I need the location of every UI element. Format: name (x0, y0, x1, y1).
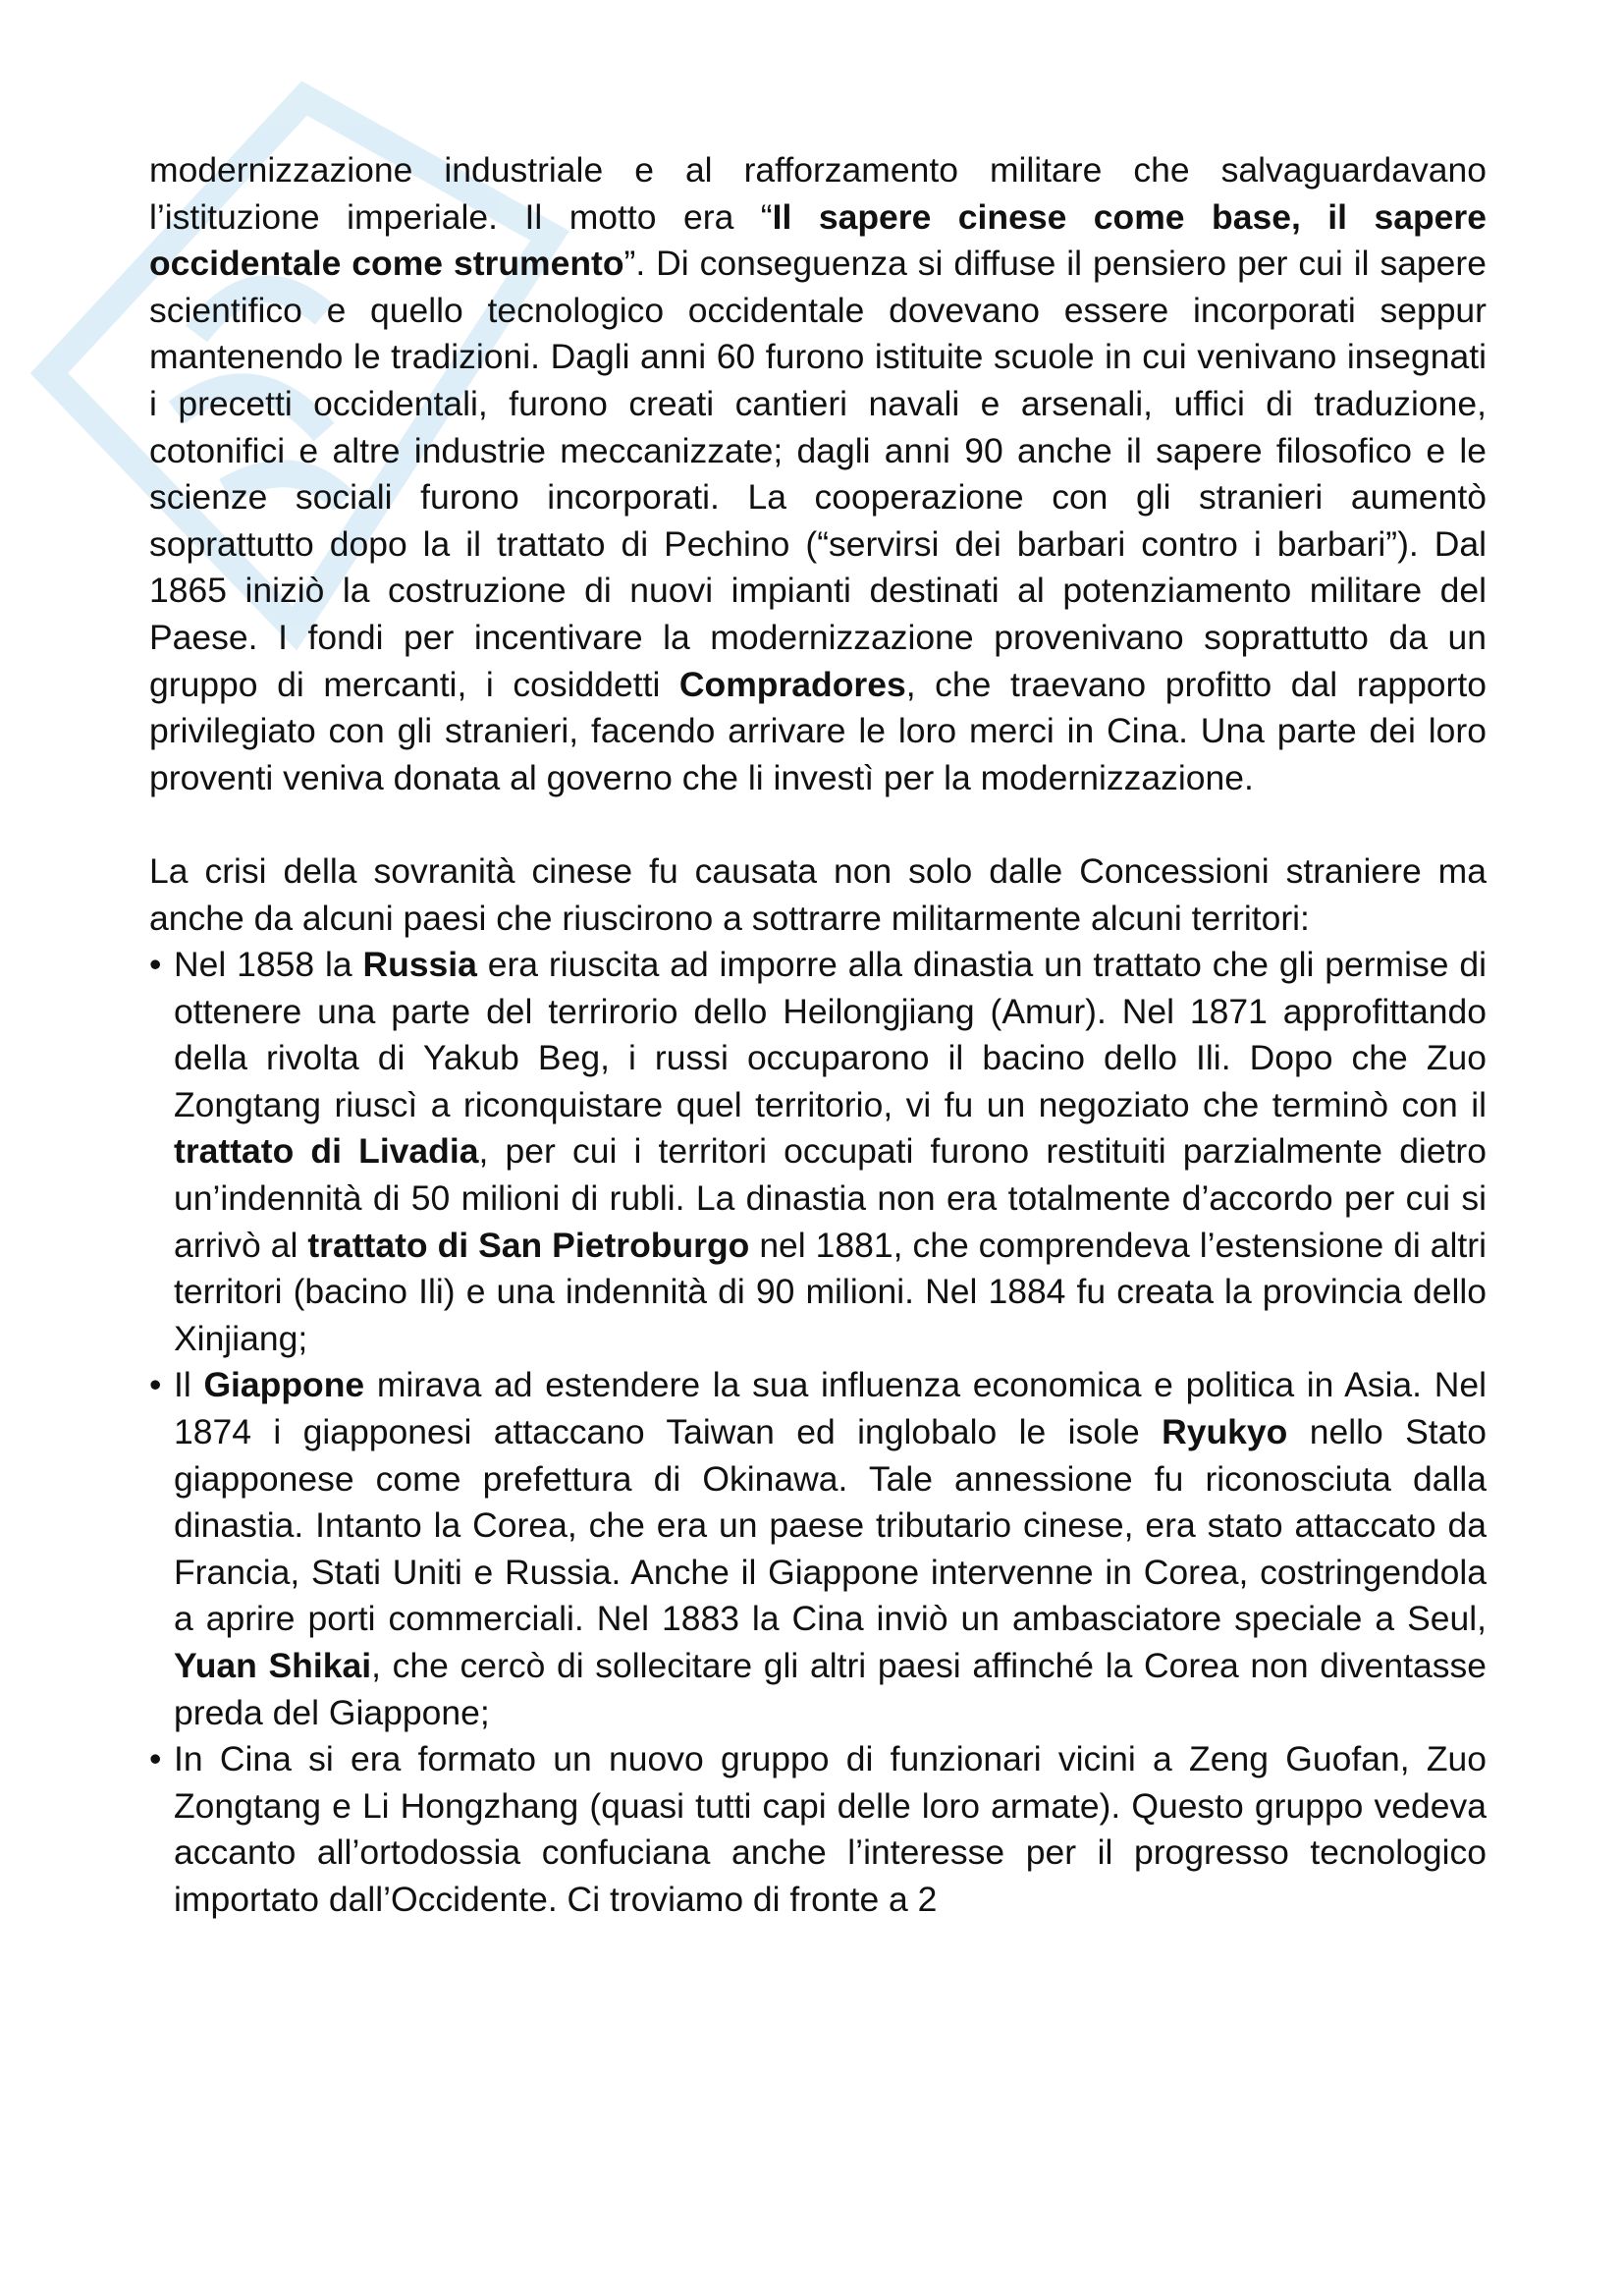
text-run: , per cui i territori occupati furono restituiti parzialmente dietro un’indennità di 50 milioni di rubli. La dinastia non era totalmente d’accordo per cui si arrivò al (174, 1131, 1487, 1265)
text-run: Il (174, 1365, 204, 1405)
bold-term: Yuan Shikai (174, 1646, 372, 1685)
text-run: Nel 1858 la (174, 945, 363, 985)
text-run: ”. Di conseguenza si diffuse il pensiero per cui il sapere scientifico e quello tecnologico occidentale dovevano essere incorporati seppur mantenendo le tradizioni. Dagli anni 60 furono istituite scuole in cui venivano insegnati i precetti occidentali, furono creati cantieri navali e arsenali, uffici di traduzione, cotonifici e altre industrie meccanizzate; dagli anni 90 anche il sapere filosofico e le scienze sociali furono incorporati. La cooperazione con gli stranieri aumentò soprattutto dopo la il trattato di Pechino (“servirsi dei barbari contro i barbari”). Dal 1865 iniziò la costruzione di nuovi impianti destinati al potenziamento militare del Paese. I fondi per incentivare la modernizzazione provenivano soprattutto da un gruppo di mercanti, i cosiddetti (149, 244, 1487, 704)
text-run: In Cina si era formato un nuovo gruppo di funzionari vicini a Zeng Guofan, Zuo Zongtang e Li Hongzhang (quasi tutti capi delle loro armate). Questo gruppo vedeva accanto all’ortodossia confuciana anche l’interesse per il progresso tecnologico importato dall’Occidente. Ci troviamo di fronte a 2 (174, 1739, 1487, 1919)
territories-bullet-list (149, 942, 1487, 1923)
text-run: , che traevano profitto dal rapporto privilegiato con gli stranieri, facendo arrivare le loro merci in Cina. Una parte dei loro proventi veniva donata al governo che li investì per la modernizzazione. (149, 664, 1487, 797)
paragraph-sovereignty-crisis (149, 848, 1487, 942)
bullet-item-officials (149, 1736, 1487, 1923)
bullet-dot-icon: • (149, 1739, 162, 1779)
bold-term: Ryukyo (1162, 1412, 1288, 1452)
text-run: mirava ad estendere la sua influenza economica e politica in Asia. Nel 1874 i giapponesi attaccano Taiwan ed inglobalo le isole (174, 1365, 1487, 1452)
bold-term: Russia (362, 945, 477, 985)
text-run: modernizzazione industriale e al rafforzamento militare che salvaguardavano l’istituzione imperiale. Il motto era “ (149, 150, 1487, 237)
text-run: nello Stato giapponese come prefettura di Okinawa. Tale annessione fu riconosciuta dalla dinastia. Intanto la Corea, che era un paese tributario cinese, era stato attaccato da Francia, Stati Uniti e Russia. Anche il Giappone intervenne in Corea, costringendola a aprire porti commerciali. Nel 1883 la Cina inviò un ambasciatore speciale a Seul, (174, 1412, 1487, 1639)
bold-term: trattato di San Pietroburgo (307, 1225, 750, 1265)
bullet-text (174, 945, 1487, 1358)
text-run: , che cercò di sollecitare gli altri paesi affinché la Corea non diventasse preda del Giappone; (174, 1646, 1487, 1732)
bold-term: Compradores (678, 664, 906, 704)
bullet-dot-icon: • (149, 1365, 162, 1405)
bullet-dot-icon: • (149, 945, 162, 985)
bullet-item-russia (149, 942, 1487, 1362)
bullet-text (174, 1739, 1487, 1919)
paragraph-modernization (149, 147, 1487, 801)
text-run: era riuscita ad imporre alla dinastia un trattato che gli permise di ottenere una parte del terrirorio dello Heilongjiang (Amur). Nel 1871 approfittando della rivolta di Yakub Beg, i russi occuparono il bacino dello Ili. Dopo che Zuo Zongtang riuscì a riconquistare quel territorio, vi fu un negoziato che terminò con il (174, 945, 1487, 1124)
paragraph-gap (149, 801, 1487, 848)
bold-term: trattato di Livadia (174, 1131, 479, 1172)
bullet-text (174, 1365, 1487, 1731)
bold-term: Il sapere cinese come base, il sapere occidentale come strumento (149, 196, 1487, 284)
document-page (149, 147, 1487, 1924)
bold-term: Giappone (203, 1365, 365, 1405)
text-run: nel 1881, che comprendeva l’estensione di altri territori (bacino Ili) e una indennità di 90 milioni. Nel 1884 fu creata la provincia dello Xinjiang; (174, 1225, 1487, 1358)
text-run: La crisi della sovranità cinese fu causata non solo dalle Concessioni straniere ma anche da alcuni paesi che riuscirono a sottrarre militarmente alcuni territori: (149, 850, 1487, 938)
bullet-item-japan (149, 1362, 1487, 1736)
